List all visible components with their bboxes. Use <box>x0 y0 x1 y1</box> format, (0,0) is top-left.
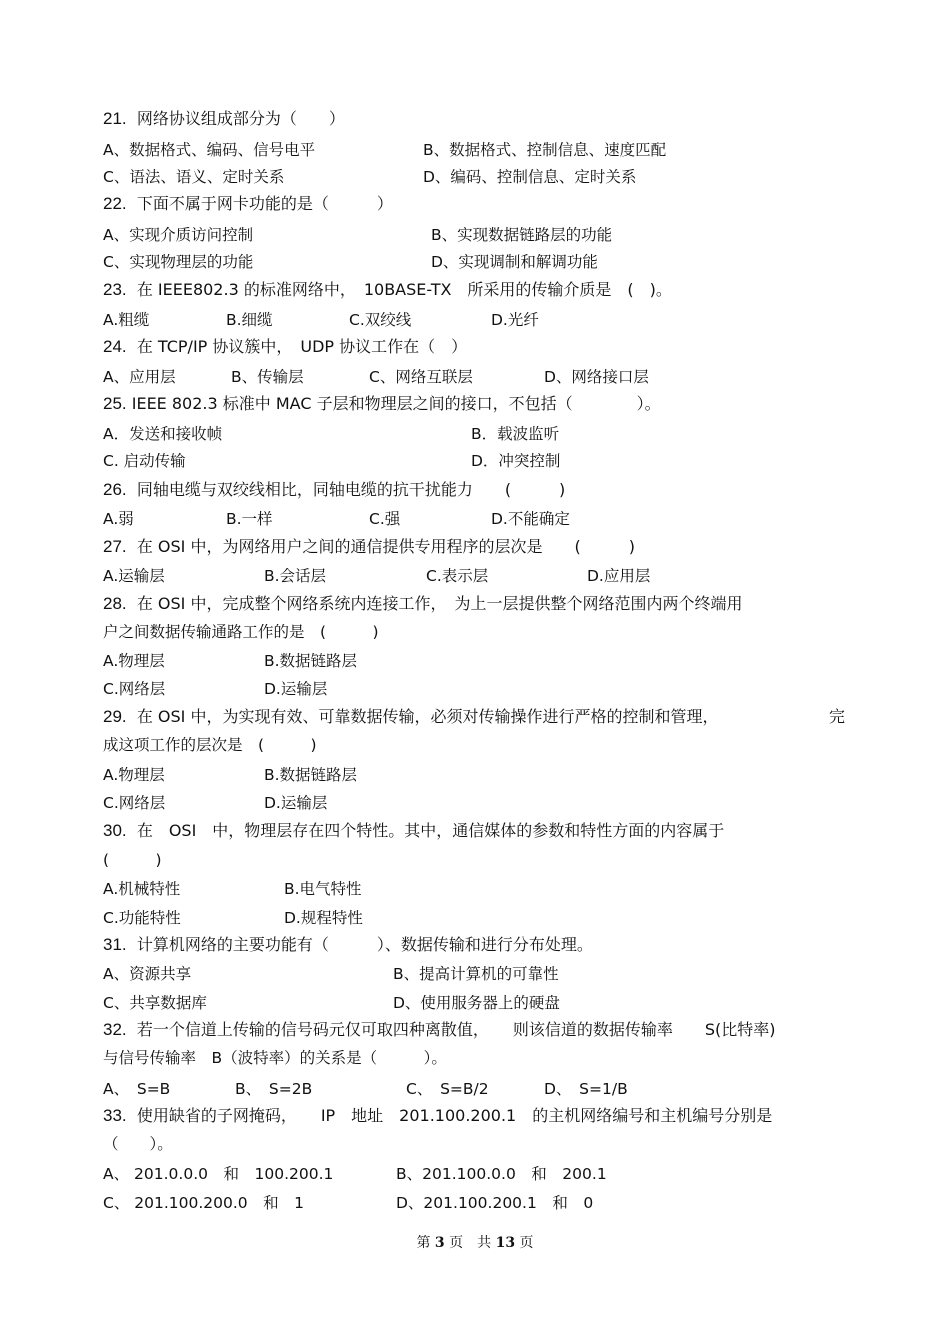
option-d: D.运输层 <box>264 680 328 698</box>
option-c: C、 201.100.200.0 和 1 <box>103 1194 305 1212</box>
question-30-stem: 30. 在 OSI 中，物理层存在四个特性。其中，通信媒体的参数和特性方面的内容属于 <box>103 821 725 840</box>
option-b: B.细缆 <box>226 311 273 329</box>
option-c: C、语法、语义、定时关系 <box>103 168 285 186</box>
option-b: B.数据链路层 <box>264 652 358 670</box>
option-b: B.一样 <box>226 510 273 528</box>
question-29-stem-tail: 完 <box>828 707 845 726</box>
option-b: B、201.100.0.0 和 200.1 <box>396 1165 607 1183</box>
option-c: C、 S=B/2 <box>406 1080 489 1098</box>
question-24-stem: 24. 在 TCP/IP 协议簇中， UDP 协议工作在（ ） <box>103 337 468 356</box>
question-28-stem: 28. 在 OSI 中，完成整个网络系统内连接工作， 为上一层提供整个网络范围内两个终端用 <box>103 594 743 613</box>
current-page-number: 3 <box>434 1235 445 1251</box>
option-a: A、应用层 <box>103 368 176 386</box>
question-23-stem: 23. 在 IEEE802.3 的标准网络中， 10BASE-TX 所采用的传输介质是 ( )。 <box>103 280 672 299</box>
option-a: A、 S=B <box>103 1080 171 1098</box>
option-d: D、 S=1/B <box>544 1080 628 1098</box>
option-b: B．载波监听 <box>471 425 560 443</box>
option-a: A.机械特性 <box>103 880 181 898</box>
question-31-stem: 31. 计算机网络的主要功能有（ ）、数据传输和进行分布处理。 <box>103 935 593 954</box>
option-b: B、实现数据链路层的功能 <box>431 226 613 244</box>
option-c: C.网络层 <box>103 794 166 812</box>
question-29-stem: 29. 在 OSI 中，为实现有效、可靠数据传输，必须对传输操作进行严格的控制和管理， 完 <box>103 704 845 730</box>
option-b: B.电气特性 <box>284 880 362 898</box>
question-33-stem: 33. 使用缺省的子网掩码， IP 地址 201.100.200.1 的主机网络编号和主机编号分别是 <box>103 1106 773 1125</box>
question-30-stem-continued: ( ) <box>103 851 162 869</box>
option-a: A.粗缆 <box>103 311 150 329</box>
option-a: A．发送和接收帧 <box>103 425 223 443</box>
option-b: B、传输层 <box>231 368 304 386</box>
option-b: B、 S=2B <box>235 1080 313 1098</box>
option-d: D.应用层 <box>587 567 651 585</box>
option-d: D.光纤 <box>491 311 539 329</box>
option-a: A、 201.0.0.0 和 100.200.1 <box>103 1165 334 1183</box>
option-c: C.网络层 <box>103 680 166 698</box>
option-a: A.物理层 <box>103 652 165 670</box>
option-d: D.规程特性 <box>284 909 363 927</box>
question-28-stem-continued: 户之间数据传输通路工作的是 ( ) <box>103 623 379 641</box>
option-d: D.不能确定 <box>491 510 570 528</box>
option-a: A.弱 <box>103 510 134 528</box>
option-b: B、数据格式、控制信息、速度匹配 <box>423 141 667 159</box>
option-a: A、数据格式、编码、信号电平 <box>103 141 316 159</box>
option-c: C.功能特性 <box>103 909 181 927</box>
option-d: D、编码、控制信息、定时关系 <box>423 168 637 186</box>
question-27-stem: 27. 在 OSI 中，为网络用户之间的通信提供专用程序的层次是 ( ) <box>103 537 635 556</box>
option-a: A.物理层 <box>103 766 165 784</box>
option-c: C.双绞线 <box>349 311 412 329</box>
option-c: C.强 <box>369 510 401 528</box>
option-d: D、201.100.200.1 和 0 <box>396 1194 594 1212</box>
question-32-stem-continued: 与信号传输率 B（波特率）的关系是（ ）。 <box>103 1049 447 1067</box>
option-d: D．冲突控制 <box>471 452 561 470</box>
question-32-stem: 32. 若一个信道上传输的信号码元仅可取四种离散值， 则该信道的数据传输率 S(比特率) <box>103 1020 776 1039</box>
option-a: A、资源共享 <box>103 965 192 983</box>
question-29-stem-continued: 成这项工作的层次是 ( ) <box>103 736 317 754</box>
option-a: A.运输层 <box>103 567 165 585</box>
question-33-stem-continued: （ ）。 <box>103 1135 173 1153</box>
option-d: D、使用服务器上的硬盘 <box>393 994 560 1012</box>
total-page-count: 13 <box>495 1235 516 1251</box>
option-c: C.表示层 <box>426 567 489 585</box>
option-b: B.数据链路层 <box>264 766 358 784</box>
question-25-stem: 25. IEEE 802.3 标准中 MAC 子层和物理层之间的接口，不包括（ ）。 <box>103 394 661 413</box>
option-c: C、网络互联层 <box>369 368 473 386</box>
page-footer: 第 3 页 共 13 页 <box>416 1235 534 1251</box>
option-b: B、提高计算机的可靠性 <box>393 965 559 983</box>
question-21-stem: 21. 网络协议组成部分为（ ） <box>103 109 345 128</box>
option-d: D、网络接口层 <box>544 368 649 386</box>
option-d: D.运输层 <box>264 794 328 812</box>
option-d: D、实现调制和解调功能 <box>431 253 598 271</box>
option-c: C、共享数据库 <box>103 994 207 1012</box>
question-26-stem: 26. 同轴电缆与双绞线相比，同轴电缆的抗干扰能力 ( ) <box>103 480 566 499</box>
option-b: B.会话层 <box>264 567 327 585</box>
option-a: A、实现介质访问控制 <box>103 226 254 244</box>
option-c: C、实现物理层的功能 <box>103 253 254 271</box>
option-c: C. 启动传输 <box>103 452 186 470</box>
question-22-stem: 22. 下面不属于网卡功能的是（ ） <box>103 194 393 213</box>
